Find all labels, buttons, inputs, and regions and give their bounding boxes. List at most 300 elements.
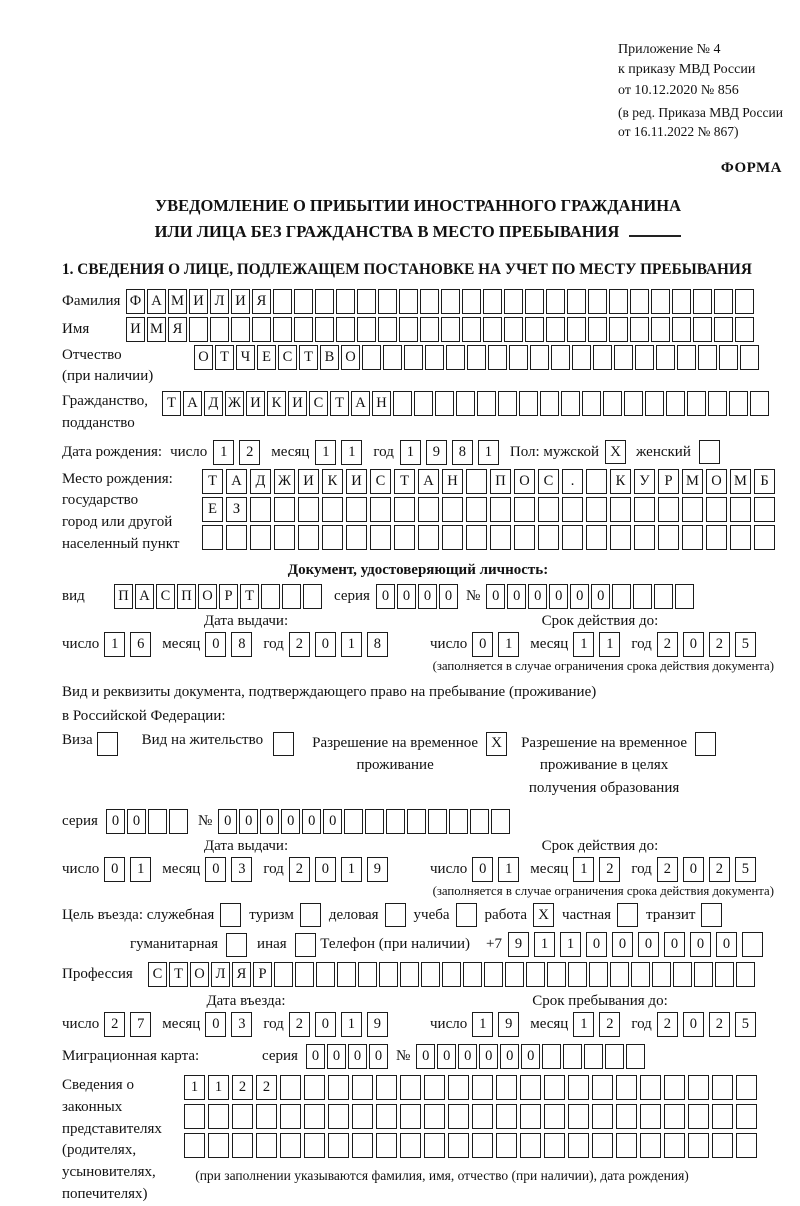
char-cell[interactable]: 0 xyxy=(315,632,336,657)
char-cell[interactable] xyxy=(630,289,649,314)
purpose-private-checkbox[interactable] xyxy=(617,903,638,927)
char-cell[interactable] xyxy=(546,289,565,314)
char-cell[interactable] xyxy=(256,1104,277,1129)
char-cell[interactable]: 1 xyxy=(341,440,362,465)
char-cell[interactable] xyxy=(261,584,280,609)
char-cell[interactable]: 3 xyxy=(231,857,252,882)
char-cell[interactable]: 3 xyxy=(231,1012,252,1037)
char-cell[interactable] xyxy=(414,391,433,416)
char-cell[interactable] xyxy=(610,525,631,550)
char-cell[interactable] xyxy=(400,1133,421,1158)
char-cell[interactable] xyxy=(463,962,482,987)
char-cell[interactable]: 1 xyxy=(213,440,234,465)
char-cell[interactable] xyxy=(352,1133,373,1158)
char-cell[interactable] xyxy=(466,525,487,550)
char-cell[interactable] xyxy=(547,962,566,987)
char-cell[interactable] xyxy=(399,317,418,342)
char-cell[interactable] xyxy=(370,497,391,522)
char-cell[interactable] xyxy=(582,391,601,416)
char-cell[interactable]: О xyxy=(514,469,535,494)
char-cell[interactable]: 0 xyxy=(369,1044,388,1069)
char-cell[interactable] xyxy=(525,317,544,342)
char-cell[interactable]: И xyxy=(126,317,145,342)
char-cell[interactable]: С xyxy=(370,469,391,494)
char-cell[interactable]: Н xyxy=(372,391,391,416)
char-cell[interactable] xyxy=(386,809,405,834)
char-cell[interactable]: 1 xyxy=(184,1075,205,1100)
char-cell[interactable] xyxy=(687,391,706,416)
char-cell[interactable] xyxy=(282,584,301,609)
char-cell[interactable] xyxy=(294,289,313,314)
char-cell[interactable]: Р xyxy=(253,962,272,987)
char-cell[interactable] xyxy=(295,962,314,987)
char-cell[interactable]: 2 xyxy=(657,1012,678,1037)
char-cell[interactable] xyxy=(472,1104,493,1129)
char-cell[interactable]: Т xyxy=(330,391,349,416)
char-cell[interactable]: И xyxy=(246,391,265,416)
char-cell[interactable] xyxy=(250,525,271,550)
char-cell[interactable] xyxy=(677,345,696,370)
char-cell[interactable] xyxy=(633,584,652,609)
char-cell[interactable] xyxy=(630,317,649,342)
char-cell[interactable]: С xyxy=(156,584,175,609)
char-cell[interactable] xyxy=(520,1133,541,1158)
char-cell[interactable] xyxy=(407,809,426,834)
char-cell[interactable] xyxy=(563,1044,582,1069)
char-cell[interactable] xyxy=(202,525,223,550)
char-cell[interactable]: 9 xyxy=(367,1012,388,1037)
char-cell[interactable] xyxy=(715,962,734,987)
char-cell[interactable] xyxy=(442,497,463,522)
char-cell[interactable] xyxy=(509,345,528,370)
char-cell[interactable] xyxy=(584,1044,603,1069)
char-cell[interactable]: 2 xyxy=(709,857,730,882)
char-cell[interactable]: 2 xyxy=(104,1012,125,1037)
char-cell[interactable]: 0 xyxy=(591,584,610,609)
char-cell[interactable]: 8 xyxy=(452,440,473,465)
purpose-study-checkbox[interactable] xyxy=(456,903,477,927)
char-cell[interactable]: И xyxy=(288,391,307,416)
char-cell[interactable] xyxy=(740,345,759,370)
char-cell[interactable] xyxy=(730,497,751,522)
char-cell[interactable] xyxy=(252,317,271,342)
char-cell[interactable] xyxy=(682,497,703,522)
char-cell[interactable]: С xyxy=(148,962,167,987)
char-cell[interactable] xyxy=(605,1044,624,1069)
char-cell[interactable]: Я xyxy=(168,317,187,342)
char-cell[interactable] xyxy=(232,1104,253,1129)
char-cell[interactable] xyxy=(441,289,460,314)
char-cell[interactable]: 0 xyxy=(315,1012,336,1037)
char-cell[interactable]: 0 xyxy=(472,857,493,882)
char-cell[interactable]: О xyxy=(190,962,209,987)
char-cell[interactable] xyxy=(586,469,607,494)
char-cell[interactable] xyxy=(631,962,650,987)
char-cell[interactable] xyxy=(346,497,367,522)
char-cell[interactable] xyxy=(304,1075,325,1100)
char-cell[interactable]: У xyxy=(634,469,655,494)
char-cell[interactable]: Д xyxy=(250,469,271,494)
char-cell[interactable]: Е xyxy=(257,345,276,370)
char-cell[interactable] xyxy=(589,962,608,987)
char-cell[interactable]: 0 xyxy=(218,809,237,834)
char-cell[interactable] xyxy=(735,289,754,314)
char-cell[interactable] xyxy=(378,317,397,342)
char-cell[interactable] xyxy=(336,289,355,314)
char-cell[interactable] xyxy=(280,1075,301,1100)
char-cell[interactable]: 0 xyxy=(281,809,300,834)
char-cell[interactable]: Т xyxy=(240,584,259,609)
char-cell[interactable]: 0 xyxy=(638,932,659,957)
char-cell[interactable]: 0 xyxy=(586,932,607,957)
char-cell[interactable]: 1 xyxy=(341,632,362,657)
char-cell[interactable] xyxy=(208,1133,229,1158)
char-cell[interactable]: 0 xyxy=(205,632,226,657)
char-cell[interactable] xyxy=(496,1075,517,1100)
char-cell[interactable]: 0 xyxy=(486,584,505,609)
char-cell[interactable]: 0 xyxy=(570,584,589,609)
char-cell[interactable] xyxy=(504,317,523,342)
residence-permit-checkbox[interactable] xyxy=(273,732,294,756)
char-cell[interactable] xyxy=(169,809,188,834)
char-cell[interactable] xyxy=(736,1104,757,1129)
char-cell[interactable]: 0 xyxy=(507,584,526,609)
char-cell[interactable]: О xyxy=(706,469,727,494)
char-cell[interactable]: 1 xyxy=(573,632,594,657)
char-cell[interactable]: Р xyxy=(658,469,679,494)
char-cell[interactable] xyxy=(754,525,775,550)
char-cell[interactable]: 2 xyxy=(232,1075,253,1100)
char-cell[interactable]: 0 xyxy=(376,584,395,609)
char-cell[interactable]: К xyxy=(267,391,286,416)
char-cell[interactable] xyxy=(567,317,586,342)
char-cell[interactable]: Л xyxy=(210,289,229,314)
char-cell[interactable] xyxy=(273,317,292,342)
char-cell[interactable]: О xyxy=(198,584,217,609)
char-cell[interactable] xyxy=(714,317,733,342)
char-cell[interactable]: 1 xyxy=(599,632,620,657)
char-cell[interactable] xyxy=(298,525,319,550)
char-cell[interactable] xyxy=(352,1104,373,1129)
char-cell[interactable] xyxy=(184,1133,205,1158)
char-cell[interactable]: 6 xyxy=(130,632,151,657)
char-cell[interactable] xyxy=(472,1075,493,1100)
char-cell[interactable] xyxy=(498,391,517,416)
char-cell[interactable]: 1 xyxy=(341,1012,362,1037)
char-cell[interactable] xyxy=(376,1104,397,1129)
char-cell[interactable] xyxy=(421,962,440,987)
char-cell[interactable] xyxy=(540,391,559,416)
char-cell[interactable] xyxy=(428,809,447,834)
char-cell[interactable] xyxy=(304,1133,325,1158)
char-cell[interactable]: 2 xyxy=(657,632,678,657)
char-cell[interactable] xyxy=(616,1133,637,1158)
char-cell[interactable]: 5 xyxy=(735,632,756,657)
char-cell[interactable] xyxy=(274,962,293,987)
char-cell[interactable] xyxy=(609,317,628,342)
char-cell[interactable]: 0 xyxy=(397,584,416,609)
char-cell[interactable] xyxy=(645,391,664,416)
char-cell[interactable]: 2 xyxy=(709,632,730,657)
char-cell[interactable]: С xyxy=(278,345,297,370)
char-cell[interactable] xyxy=(544,1133,565,1158)
char-cell[interactable] xyxy=(616,1104,637,1129)
char-cell[interactable] xyxy=(344,809,363,834)
char-cell[interactable] xyxy=(714,289,733,314)
char-cell[interactable]: 1 xyxy=(130,857,151,882)
char-cell[interactable] xyxy=(442,525,463,550)
char-cell[interactable] xyxy=(467,345,486,370)
char-cell[interactable]: И xyxy=(189,289,208,314)
char-cell[interactable] xyxy=(664,1104,685,1129)
char-cell[interactable] xyxy=(404,345,423,370)
char-cell[interactable] xyxy=(514,525,535,550)
char-cell[interactable] xyxy=(505,962,524,987)
char-cell[interactable] xyxy=(456,391,475,416)
char-cell[interactable]: 2 xyxy=(599,1012,620,1037)
char-cell[interactable] xyxy=(394,525,415,550)
char-cell[interactable]: И xyxy=(298,469,319,494)
char-cell[interactable] xyxy=(370,525,391,550)
char-cell[interactable]: 0 xyxy=(106,809,125,834)
char-cell[interactable]: 0 xyxy=(416,1044,435,1069)
char-cell[interactable]: Е xyxy=(202,497,223,522)
char-cell[interactable] xyxy=(546,317,565,342)
char-cell[interactable] xyxy=(592,1075,613,1100)
char-cell[interactable] xyxy=(294,317,313,342)
char-cell[interactable]: 2 xyxy=(256,1075,277,1100)
purpose-humanitarian-checkbox[interactable] xyxy=(226,933,247,957)
char-cell[interactable] xyxy=(322,497,343,522)
char-cell[interactable] xyxy=(706,525,727,550)
char-cell[interactable] xyxy=(362,345,381,370)
char-cell[interactable] xyxy=(588,289,607,314)
char-cell[interactable] xyxy=(425,345,444,370)
char-cell[interactable] xyxy=(322,525,343,550)
char-cell[interactable] xyxy=(609,289,628,314)
char-cell[interactable]: В xyxy=(320,345,339,370)
char-cell[interactable] xyxy=(274,525,295,550)
char-cell[interactable] xyxy=(742,932,763,957)
char-cell[interactable] xyxy=(568,1075,589,1100)
char-cell[interactable] xyxy=(712,1133,733,1158)
char-cell[interactable] xyxy=(424,1104,445,1129)
char-cell[interactable]: 0 xyxy=(439,584,458,609)
char-cell[interactable] xyxy=(378,289,397,314)
char-cell[interactable]: И xyxy=(346,469,367,494)
char-cell[interactable]: Т xyxy=(169,962,188,987)
char-cell[interactable] xyxy=(400,1075,421,1100)
char-cell[interactable]: 9 xyxy=(508,932,529,957)
char-cell[interactable] xyxy=(448,1133,469,1158)
char-cell[interactable]: Б xyxy=(754,469,775,494)
char-cell[interactable]: 0 xyxy=(104,857,125,882)
char-cell[interactable]: 1 xyxy=(498,857,519,882)
char-cell[interactable] xyxy=(538,497,559,522)
char-cell[interactable] xyxy=(418,497,439,522)
char-cell[interactable]: Н xyxy=(442,469,463,494)
char-cell[interactable] xyxy=(664,1133,685,1158)
char-cell[interactable]: 0 xyxy=(306,1044,325,1069)
char-cell[interactable] xyxy=(664,1075,685,1100)
char-cell[interactable] xyxy=(420,317,439,342)
char-cell[interactable] xyxy=(688,1133,709,1158)
char-cell[interactable] xyxy=(226,525,247,550)
char-cell[interactable] xyxy=(542,1044,561,1069)
char-cell[interactable]: 0 xyxy=(348,1044,367,1069)
char-cell[interactable]: С xyxy=(309,391,328,416)
char-cell[interactable]: 9 xyxy=(498,1012,519,1037)
char-cell[interactable]: 2 xyxy=(599,857,620,882)
char-cell[interactable] xyxy=(273,289,292,314)
char-cell[interactable] xyxy=(567,289,586,314)
char-cell[interactable] xyxy=(470,809,489,834)
char-cell[interactable] xyxy=(280,1104,301,1129)
char-cell[interactable] xyxy=(274,497,295,522)
char-cell[interactable]: 5 xyxy=(735,1012,756,1037)
char-cell[interactable] xyxy=(250,497,271,522)
char-cell[interactable]: М xyxy=(682,469,703,494)
char-cell[interactable] xyxy=(490,525,511,550)
char-cell[interactable]: 1 xyxy=(498,632,519,657)
char-cell[interactable] xyxy=(712,1075,733,1100)
char-cell[interactable] xyxy=(184,1104,205,1129)
char-cell[interactable]: М xyxy=(730,469,751,494)
char-cell[interactable] xyxy=(654,584,673,609)
char-cell[interactable]: М xyxy=(168,289,187,314)
char-cell[interactable]: А xyxy=(147,289,166,314)
char-cell[interactable] xyxy=(736,1075,757,1100)
char-cell[interactable]: 0 xyxy=(683,857,704,882)
char-cell[interactable] xyxy=(698,345,717,370)
char-cell[interactable] xyxy=(614,345,633,370)
char-cell[interactable] xyxy=(393,391,412,416)
char-cell[interactable] xyxy=(231,317,250,342)
char-cell[interactable] xyxy=(328,1104,349,1129)
char-cell[interactable] xyxy=(561,391,580,416)
char-cell[interactable]: 8 xyxy=(231,632,252,657)
char-cell[interactable] xyxy=(504,289,523,314)
char-cell[interactable]: 1 xyxy=(315,440,336,465)
char-cell[interactable] xyxy=(736,962,755,987)
char-cell[interactable]: 7 xyxy=(130,1012,151,1037)
char-cell[interactable] xyxy=(358,962,377,987)
char-cell[interactable] xyxy=(640,1104,661,1129)
purpose-tourism-checkbox[interactable] xyxy=(300,903,321,927)
char-cell[interactable] xyxy=(750,391,769,416)
char-cell[interactable] xyxy=(562,525,583,550)
char-cell[interactable] xyxy=(315,289,334,314)
char-cell[interactable] xyxy=(315,317,334,342)
char-cell[interactable]: З xyxy=(226,497,247,522)
char-cell[interactable] xyxy=(610,962,629,987)
char-cell[interactable]: 1 xyxy=(400,440,421,465)
temp-residence-permit-checkbox[interactable]: X xyxy=(486,732,507,756)
char-cell[interactable] xyxy=(562,497,583,522)
purpose-other-checkbox[interactable] xyxy=(295,933,316,957)
char-cell[interactable]: 0 xyxy=(500,1044,519,1069)
char-cell[interactable]: А xyxy=(135,584,154,609)
char-cell[interactable] xyxy=(346,525,367,550)
char-cell[interactable] xyxy=(592,1133,613,1158)
char-cell[interactable]: 2 xyxy=(239,440,260,465)
char-cell[interactable] xyxy=(612,584,631,609)
char-cell[interactable]: 2 xyxy=(657,857,678,882)
char-cell[interactable]: 0 xyxy=(327,1044,346,1069)
char-cell[interactable] xyxy=(551,345,570,370)
char-cell[interactable] xyxy=(336,317,355,342)
char-cell[interactable] xyxy=(256,1133,277,1158)
char-cell[interactable]: 1 xyxy=(341,857,362,882)
char-cell[interactable]: . xyxy=(562,469,583,494)
char-cell[interactable] xyxy=(280,1133,301,1158)
char-cell[interactable] xyxy=(568,962,587,987)
char-cell[interactable]: Т xyxy=(202,469,223,494)
char-cell[interactable] xyxy=(491,809,510,834)
char-cell[interactable]: 2 xyxy=(289,857,310,882)
char-cell[interactable]: Ч xyxy=(236,345,255,370)
char-cell[interactable] xyxy=(673,962,692,987)
char-cell[interactable] xyxy=(424,1075,445,1100)
char-cell[interactable] xyxy=(588,317,607,342)
char-cell[interactable]: Ж xyxy=(225,391,244,416)
char-cell[interactable]: 0 xyxy=(127,809,146,834)
char-cell[interactable] xyxy=(719,345,738,370)
char-cell[interactable] xyxy=(666,391,685,416)
char-cell[interactable] xyxy=(544,1075,565,1100)
char-cell[interactable] xyxy=(376,1075,397,1100)
char-cell[interactable] xyxy=(544,1104,565,1129)
char-cell[interactable]: 2 xyxy=(289,1012,310,1037)
char-cell[interactable]: О xyxy=(194,345,213,370)
char-cell[interactable] xyxy=(298,497,319,522)
char-cell[interactable] xyxy=(232,1133,253,1158)
char-cell[interactable] xyxy=(730,525,751,550)
char-cell[interactable] xyxy=(640,1075,661,1100)
char-cell[interactable] xyxy=(462,289,481,314)
char-cell[interactable] xyxy=(586,525,607,550)
char-cell[interactable]: 0 xyxy=(528,584,547,609)
char-cell[interactable]: Л xyxy=(211,962,230,987)
char-cell[interactable]: 0 xyxy=(239,809,258,834)
char-cell[interactable] xyxy=(448,1104,469,1129)
char-cell[interactable] xyxy=(652,962,671,987)
char-cell[interactable]: 0 xyxy=(690,932,711,957)
char-cell[interactable]: 2 xyxy=(289,632,310,657)
char-cell[interactable] xyxy=(736,1133,757,1158)
char-cell[interactable] xyxy=(640,1133,661,1158)
char-cell[interactable] xyxy=(682,525,703,550)
char-cell[interactable] xyxy=(484,962,503,987)
char-cell[interactable] xyxy=(394,497,415,522)
char-cell[interactable]: 0 xyxy=(302,809,321,834)
char-cell[interactable] xyxy=(694,962,713,987)
char-cell[interactable] xyxy=(729,391,748,416)
char-cell[interactable]: 0 xyxy=(418,584,437,609)
edu-residence-permit-checkbox[interactable] xyxy=(695,732,716,756)
char-cell[interactable] xyxy=(658,525,679,550)
char-cell[interactable] xyxy=(688,1104,709,1129)
char-cell[interactable] xyxy=(526,962,545,987)
char-cell[interactable] xyxy=(603,391,622,416)
char-cell[interactable] xyxy=(420,289,439,314)
char-cell[interactable] xyxy=(472,1133,493,1158)
char-cell[interactable]: К xyxy=(610,469,631,494)
char-cell[interactable] xyxy=(616,1075,637,1100)
char-cell[interactable]: О xyxy=(341,345,360,370)
char-cell[interactable]: 1 xyxy=(472,1012,493,1037)
char-cell[interactable] xyxy=(520,1075,541,1100)
